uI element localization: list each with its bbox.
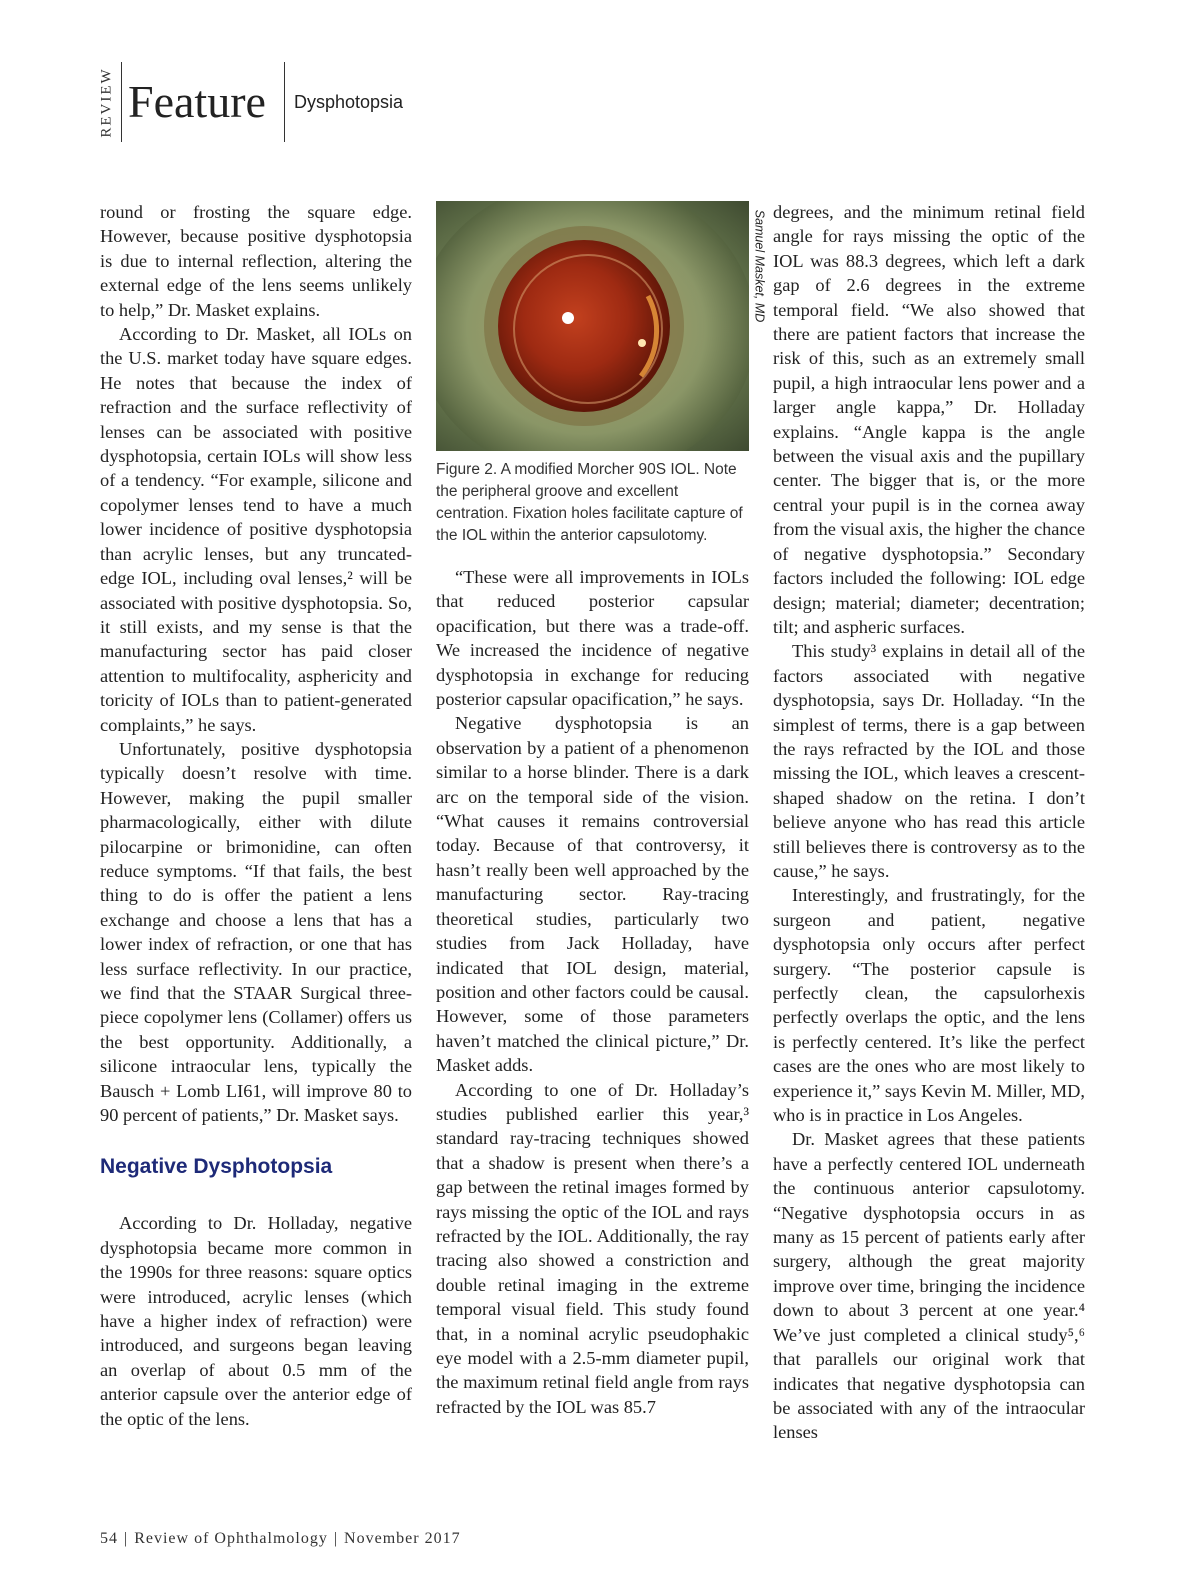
subheading: Negative Dysphotopsia [100,1155,333,1179]
paragraph: Negative dysphotopsia is an observation by a patient of a phenomenon similar to a horse blinder. There is a dark arc on the temporal side of the vision. “What causes it remains controversial today. Because of that controversy, it hasn’t really been well approached by the manufacturing sector. Ray-tracing theoretical studies, particularly two studies from Jack Holladay, have indicated that IOL design, material, position and other factors could be causal. However, some of those parameters haven’t matched the clinical picture,” Dr. Masket adds. [436,713,749,1076]
issue-date: November 2017 [344,1530,461,1547]
review-tab-label: REVIEW [98,66,115,138]
header-divider [284,62,285,142]
iol-photo [436,201,749,451]
paragraph: According to Dr. Masket, all IOLs on the U.S. market today have square edges. He notes that because the index of refraction and the surface reflectivity of lenses can be associated with positive dysphotopsia, certain IOLs will show less of a tendency. “For example, silicone and copolymer lenses tend to have a much lower incidence of positive dysphotopsia than acrylic lenses, but any truncated-edge IOL, including oval lenses,² will be associated with positive dysphotopsia. So, it still exists, and my sense is that the manufacturing sector has paid closer attention to multifocality, asphericity and toricity of IOLs than to patient-generated complaints,” he says. [100,324,412,735]
photo-credit-text: Samuel Masket, MD [752,209,766,323]
article-column-3 [773,200,1085,1445]
paragraph: According to one of Dr. Holladay’s studies published earlier this year,³ standard ray-tracing techniques showed that a shadow is present when there’s a gap between the retinal images formed by rays missing the optic of the IOL and rays refracted by the IOL. Additionally, the ray tracing also showed a constriction and double retinal imaging in the extreme temporal visual field. This study found that, in a nominal acrylic pseudophakic eye model with a 2.5-mm diameter pupil, the maximum retinal field angle from rays refracted by the IOL was 85.7 [436,1079,749,1417]
paragraph: degrees, and the minimum retinal field angle for rays missing the optic of the IOL was 88.3 degrees, which left a dark gap of 2.6 degrees in the extreme temporal field. “We also showed that there are patient factors that increase the risk of this, such as an extremely small pupil, a high intraocular lens power and a larger angle kappa,” Dr. Holladay explains. “Angle kappa is the angle between the visual axis and the pupillary center. The bigger that is, or the more central your pupil is in the cornea away from the visual axis, the higher the chance of negative dysphotopsia.” Secondary factors included the following: IOL edge design; material; diameter; decentration; tilt; and aspheric surfaces. [773,202,1085,637]
eye-illustration [436,201,749,451]
review-tab [96,62,118,142]
paragraph: “These were all improvements in IOLs that reduced posterior capsular opacification, but there was a trade-off. We increased the incidence of negative dysphotopsia in exchange for reducing posterior capsular opacification,” he says. [436,567,749,710]
paragraph: round or frosting the square edge. However, because positive dysphotopsia is due to internal reflection, altering the external edge of the lens seems unlikely to help,” Dr. Masket explains. [100,202,412,320]
page-footer: 54 | Review of Ophthalmology | November 2017 [100,1530,461,1547]
topic-label: Dysphotopsia [294,92,404,112]
publication-name: Review of Ophthalmology [134,1530,328,1547]
page-number: 54 [100,1530,118,1547]
paragraph: This study³ explains in detail all of the factors associated with negative dysphotopsia, says Dr. Holladay. “In the simplest of terms, there is a gap between the rays refracted by the IOL and those missing the IOL, which leaves a crescent-shaped shadow on the retina. I don’t believe anyone who has read this article still believes there is controversy as to the cause,” he says. [773,641,1085,881]
header-divider [121,62,122,142]
figure [436,201,749,547]
paragraph: Dr. Masket agrees that these patients have a perfectly centered IOL underneath the continuous anterior capsulotomy. “Negative dysphotopsia occurs in as many as 15 percent of patients early after surgery, although the great majority improve over time, bringing the incidence down to about 3 percent at one year.⁴ We’ve just completed a clinical study⁵,⁶ that parallels our original work that indicates that negative dysphotopsia can be associated with any of the intraocular lenses [773,1129,1085,1443]
paragraph: According to Dr. Holladay, negative dysphotopsia became more common in the 1990s for three reasons: square optics were introduced, acrylic lenses (which have a higher index of refraction) were introduced, and surgeons began leaving an overlap of about 0.5 mm of the anterior capsule over the anterior edge of the optic of the lens. [100,1213,412,1429]
figure-caption: Figure 2. A modified Morcher 90S IOL. Note the peripheral groove and excellent centration. Fixation holes facilitate capture of the IOL within the anterior capsulotomy. [436,461,743,544]
paragraph: Interestingly, and frustratingly, for the surgeon and patient, negative dysphotopsia only occurs after perfect surgery. “The posterior capsule is perfectly clean, the capsulorhexis perfectly overlaps the optic, and the lens is perfectly centered. It’s like the perfect cases are the ones who are most likely to experience it,” says Kevin M. Miller, MD, who is in practice in Los Angeles. [773,885,1085,1126]
article-column-2 [436,565,749,1419]
article-column-1 [100,200,412,1431]
paragraph: Unfortunately, positive dysphotopsia typically doesn’t resolve with time. However, making the pupil smaller pharmacologically, either with dilute pilocarpine or brimonidine, can often reduce symptoms. “If that fails, the best thing to do is offer the patient a lens exchange and choose a lens that has a lower index of refraction, or one that has less surface reflectivity. In our practice, we find that the STAAR Surgical three-piece copolymer lens (Collamer) offers us the best opportunity. Additionally, a silicone intraocular lens, typically the Bausch + Lomb LI61, will improve 80 to 90 percent of patients,” Dr. Masket says. [100,738,412,1126]
photo-credit [746,201,772,331]
section-title: Feature [128,76,266,127]
